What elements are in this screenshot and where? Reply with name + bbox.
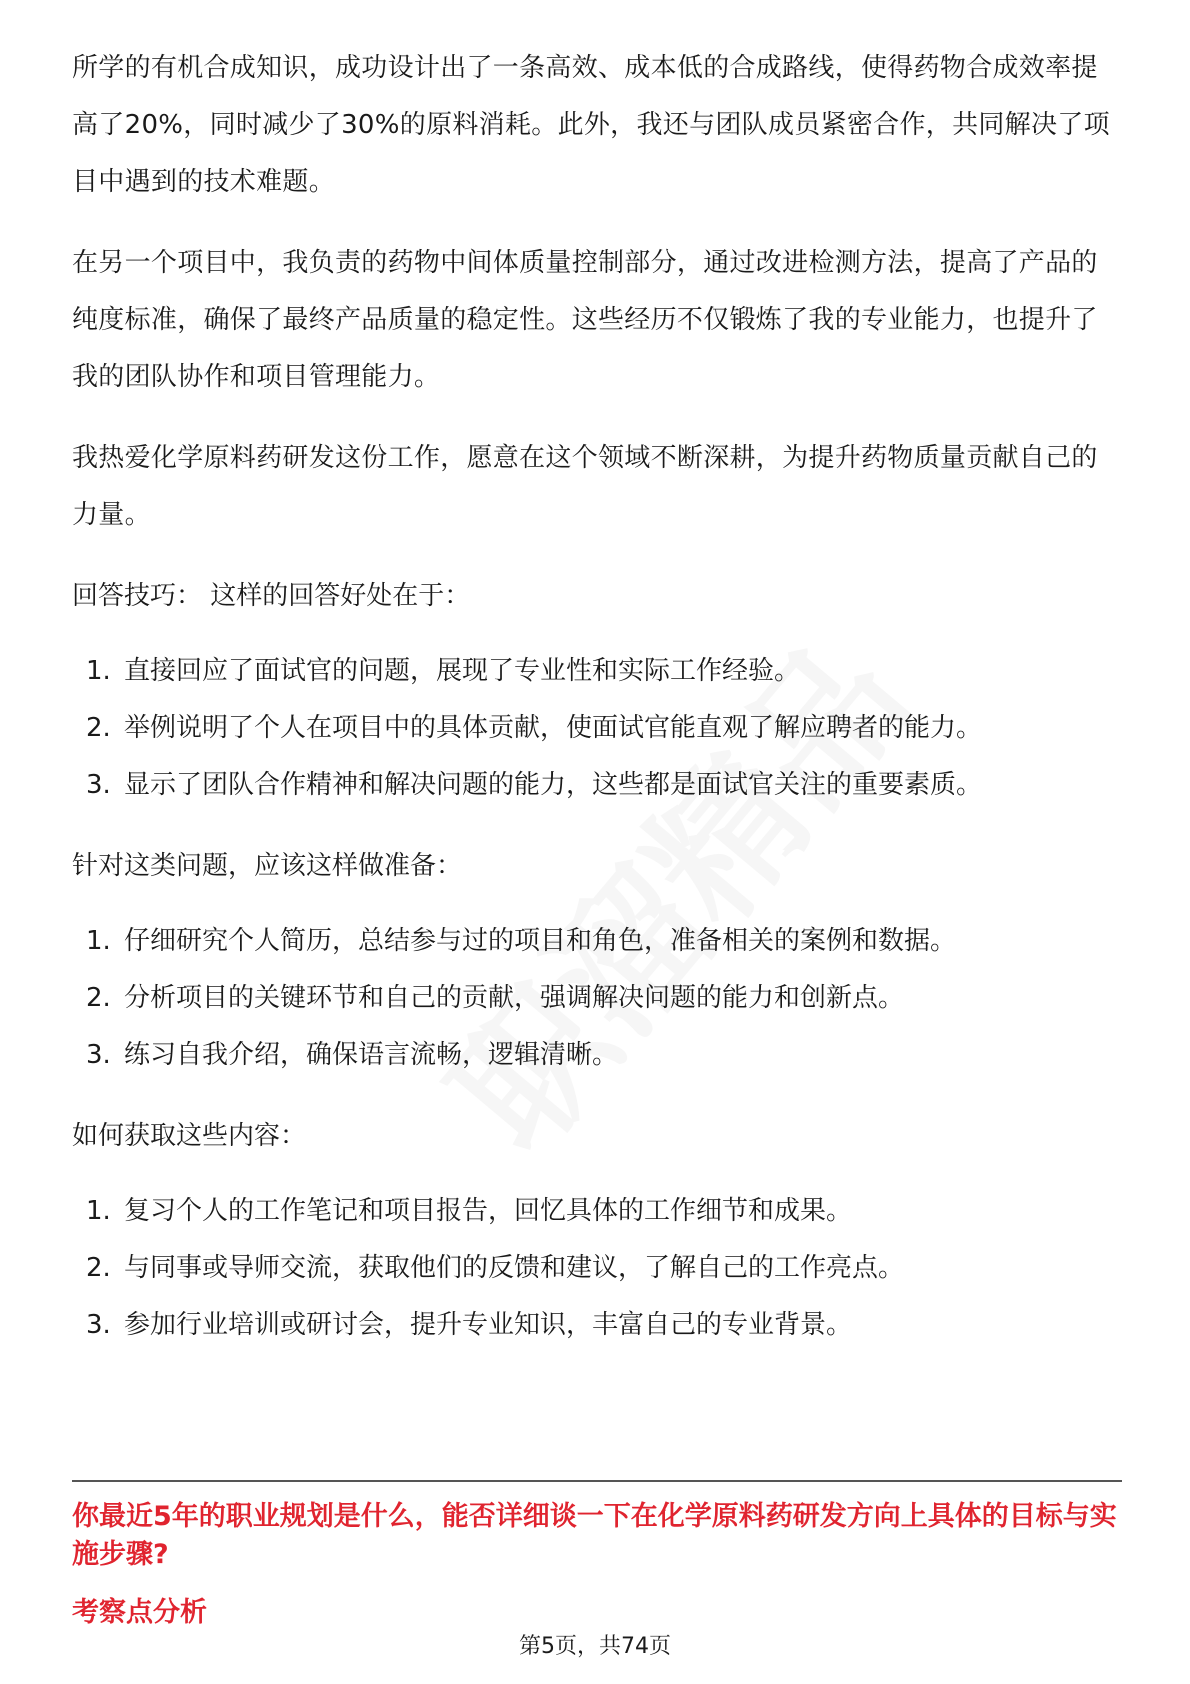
list-number: 2.	[86, 1253, 111, 1283]
paragraph-2: 在另一个项目中，我负责的药物中间体质量控制部分，通过改进检测方法，提高了产品的纯度标准，确保了最终产品质量的稳定性。这些经历不仅锻炼了我的专业能力，也提升了我的团队协作和项目管理能力。	[72, 248, 1098, 392]
document-body	[72, 40, 1122, 1378]
list-text: 仔细研究个人简历，总结参与过的项目和角色，准备相关的案例和数据。	[124, 926, 957, 956]
list-number: 1.	[86, 926, 111, 956]
list-number: 1.	[86, 656, 111, 686]
list-item	[72, 913, 1122, 970]
list-item	[72, 643, 1122, 700]
prepare-list	[72, 913, 1122, 1084]
question-heading: 你最近5年的职业规划是什么，能否详细谈一下在化学原料药研发方向上具体的目标与实施步骤?	[72, 1501, 1117, 1570]
list-item	[72, 757, 1122, 814]
obtain-list	[72, 1183, 1122, 1354]
list-item	[72, 700, 1122, 757]
list-number: 3.	[86, 1310, 111, 1340]
list-text: 直接回应了面试官的问题，展现了专业性和实际工作经验。	[124, 656, 801, 686]
list-item	[72, 970, 1122, 1027]
list-item	[72, 1297, 1122, 1354]
list-text: 复习个人的工作笔记和项目报告，回忆具体的工作细节和成果。	[124, 1196, 853, 1226]
list-text: 参加行业培训或研讨会，提升专业知识，丰富自己的专业背景。	[124, 1310, 853, 1340]
tips-list	[72, 643, 1122, 814]
tips-label: 回答技巧： 这样的回答好处在于：	[72, 581, 471, 611]
prepare-label: 针对这类问题，应该这样做准备：	[72, 851, 463, 881]
list-number: 3.	[86, 770, 111, 800]
section-title: 考察点分析	[72, 1597, 207, 1628]
paragraph-1: 所学的有机合成知识，成功设计出了一条高效、成本低的合成路线，使得药物合成效率提高了20%，同时减少了30%的原料消耗。此外，我还与团队成员紧密合作，共同解决了项目中遇到的技术难题。	[72, 53, 1110, 197]
list-text: 显示了团队合作精神和解决问题的能力，这些都是面试官关注的重要素质。	[124, 770, 983, 800]
list-number: 3.	[86, 1040, 111, 1070]
list-number: 2.	[86, 713, 111, 743]
page-number: 第5页，共74页	[519, 1634, 671, 1659]
list-item	[72, 1183, 1122, 1240]
list-number: 1.	[86, 1196, 111, 1226]
list-item	[72, 1240, 1122, 1297]
list-number: 2.	[86, 983, 111, 1013]
list-text: 分析项目的关键环节和自己的贡献，强调解决问题的能力和创新点。	[124, 983, 905, 1013]
section-divider	[72, 1480, 1122, 1482]
obtain-label: 如何获取这些内容：	[72, 1121, 307, 1151]
paragraph-3: 我热爱化学原料药研发这份工作，愿意在这个领域不断深耕，为提升药物质量贡献自己的力量。	[72, 443, 1098, 530]
list-text: 举例说明了个人在项目中的具体贡献，使面试官能直观了解应聘者的能力。	[124, 713, 983, 743]
list-text: 与同事或导师交流，获取他们的反馈和建议，了解自己的工作亮点。	[124, 1253, 905, 1283]
list-item	[72, 1027, 1122, 1084]
list-text: 练习自我介绍，确保语言流畅，逻辑清晰。	[124, 1040, 619, 1070]
